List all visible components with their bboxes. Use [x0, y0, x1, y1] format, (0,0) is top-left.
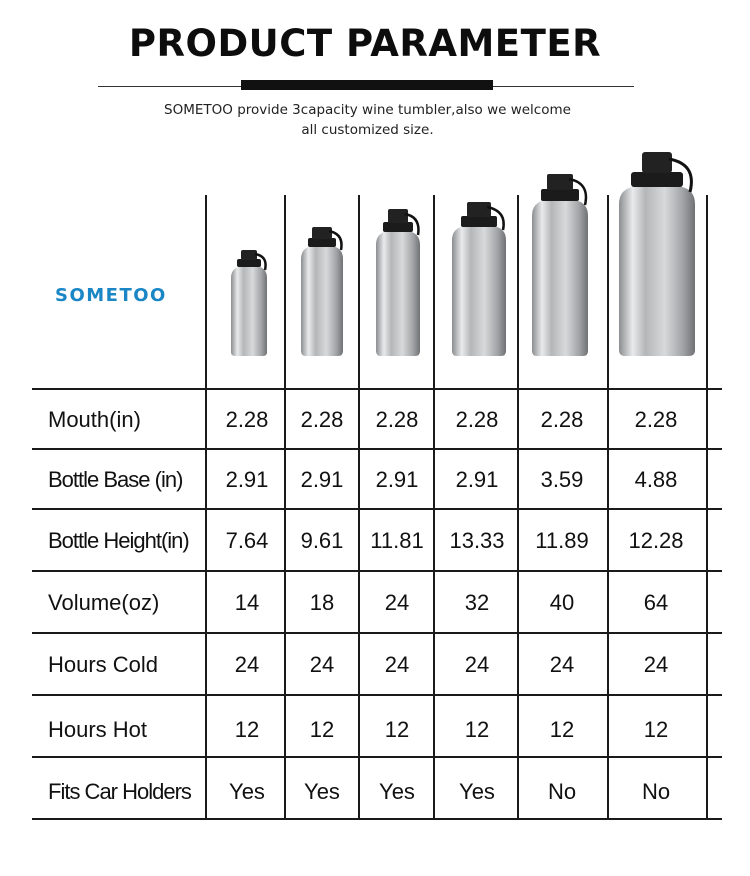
table-cell: 24	[384, 590, 410, 615]
table-cell: 13.33	[449, 528, 505, 553]
table-cell: 7.64	[225, 528, 269, 553]
table-cell: Yes	[304, 779, 340, 804]
table-cell: Yes	[459, 779, 495, 804]
bottle-64oz-image	[617, 150, 697, 356]
table-cell: 2.91	[455, 467, 499, 492]
table-cell: Yes	[229, 779, 265, 804]
row-divider	[32, 448, 722, 450]
bottle-14oz-image	[229, 248, 269, 356]
table-cell: 18	[309, 590, 335, 615]
row-label-hours-cold: Hours Cold	[48, 652, 159, 677]
table-cell: 40	[549, 590, 575, 615]
row-divider	[32, 632, 722, 634]
table-cell: 12	[234, 717, 260, 742]
row-divider	[32, 570, 722, 572]
title-divider-thick	[241, 80, 493, 90]
row-divider	[32, 388, 722, 390]
table-cell: 3.59	[540, 467, 584, 492]
table-cell: 24	[464, 652, 490, 677]
row-label-bottle-base: Bottle Base (in)	[48, 467, 183, 492]
table-cell: 24	[309, 652, 335, 677]
row-divider	[32, 818, 722, 820]
table-cell: 12	[643, 717, 669, 742]
bottle-18oz-image	[299, 225, 345, 356]
table-cell: 24	[234, 652, 260, 677]
table-cell: 32	[464, 590, 490, 615]
table-cell: 2.91	[375, 467, 419, 492]
row-divider	[32, 508, 722, 510]
table-cell: Yes	[379, 779, 415, 804]
table-cell: 2.28	[455, 407, 499, 432]
bottle-24oz-image	[374, 207, 422, 356]
table-cell: 4.88	[634, 467, 678, 492]
page-title: PRODUCT PARAMETER	[128, 22, 602, 65]
table-cell: 2.91	[225, 467, 269, 492]
table-cell: 12	[549, 717, 575, 742]
table-cell: 12	[464, 717, 490, 742]
bottle-40oz-image	[530, 172, 590, 356]
sometoo-logo: SOMETOO	[55, 285, 167, 306]
table-cell: 64	[643, 590, 669, 615]
table-cell: 2.91	[300, 467, 344, 492]
table-cell: 24	[643, 652, 669, 677]
table-cell: No	[547, 779, 577, 804]
row-label-hours-hot: Hours Hot	[48, 717, 148, 742]
table-cell: 11.89	[535, 528, 589, 553]
bottle-32oz-image	[450, 200, 508, 356]
table-cell: 12.28	[628, 528, 684, 553]
table-cell: 14	[234, 590, 260, 615]
table-cell: 2.28	[634, 407, 678, 432]
table-cell: 24	[549, 652, 575, 677]
table-cell: 2.28	[225, 407, 269, 432]
table-cell: 2.28	[300, 407, 344, 432]
table-cell: 24	[384, 652, 410, 677]
table-cell: 11.81	[370, 528, 424, 553]
row-divider	[32, 756, 722, 758]
subtitle-text: SOMETOO provide 3capacity wine tumbler,also we welcome all customized size.	[164, 102, 571, 138]
table-cell: 2.28	[375, 407, 419, 432]
table-cell: 12	[384, 717, 410, 742]
table-cell: No	[641, 779, 671, 804]
row-label-mouth: Mouth(in)	[48, 407, 141, 432]
table-cell: 9.61	[300, 528, 344, 553]
table-cell: 2.28	[540, 407, 584, 432]
row-label-fits-car-holders: Fits Car Holders	[48, 779, 191, 804]
table-cell: 12	[309, 717, 335, 742]
row-divider	[32, 694, 722, 696]
row-label-bottle-height: Bottle Height(in)	[48, 528, 189, 553]
row-label-volume: Volume(oz)	[48, 590, 160, 615]
